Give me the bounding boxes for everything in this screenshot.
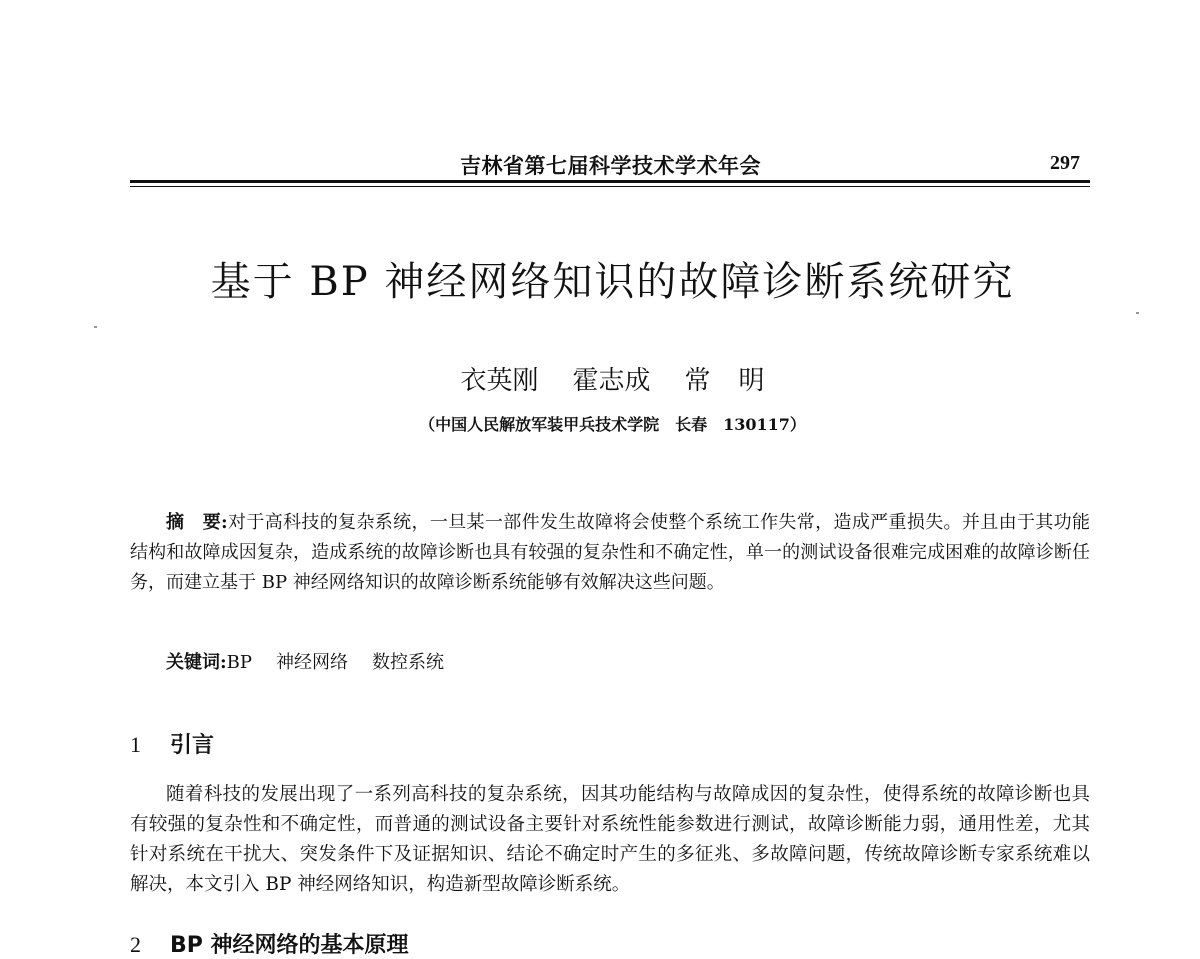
abstract-label: 摘 要: xyxy=(166,512,228,533)
keyword: 神经网络 xyxy=(276,652,348,673)
section-number: 1 xyxy=(130,732,141,757)
section-heading-2 xyxy=(130,928,409,959)
author-name: 霍志成 xyxy=(572,366,651,396)
section-title: 引言 xyxy=(170,733,215,758)
page-number: 297 xyxy=(1050,152,1080,174)
abstract xyxy=(130,508,1090,598)
header-rule-thick xyxy=(130,180,1090,183)
keywords-label: 关键词: xyxy=(166,652,227,673)
keyword: 数控系统 xyxy=(372,652,444,673)
affiliation: （中国人民解放军装甲兵技术学院 长春 130117） xyxy=(419,415,806,434)
abstract-text: 对于高科技的复杂系统，一旦某一部件发生故障将会使整个系统工作失常，造成严重损失。并且由于其功能结构和故障成因复杂，造成系统的故障诊断也具有较强的复杂性和不确定性，单一的测试设备很难完成困难的故障诊断任务，而建立基于 BP 神经网络知识的故障诊断系统能够有效解决这些问题。 xyxy=(130,512,1090,593)
header-rule-thin xyxy=(130,186,1090,187)
scan-speck xyxy=(1136,312,1139,314)
author-list xyxy=(0,360,1200,397)
keywords xyxy=(166,648,444,674)
section-body-1 xyxy=(130,780,1090,900)
keyword: BP xyxy=(226,652,252,673)
running-header xyxy=(130,150,1090,180)
section-heading-1 xyxy=(130,728,214,759)
author-name: 明 xyxy=(738,366,765,396)
body-paragraph: 随着科技的发展出现了一系列高科技的复杂系统，因其功能结构与故障成因的复杂性，使得系统的故障诊断也具有较强的复杂性和不确定性，而普通的测试设备主要针对系统性能参数进行测试，故障诊断能力弱，通用性差，尤其针对系统在干扰大、突发条件下及证据知识、结论不确定时产生的多征兆、多故障问题，传统故障诊断专家系统难以解决，本文引入 BP 神经网络知识，构造新型故障诊断系统。 xyxy=(130,784,1090,895)
author-name: 衣英刚 xyxy=(460,366,539,396)
author-name: 常 xyxy=(684,366,711,396)
journal-name: 吉林省第七届科学技术学术年会 xyxy=(460,153,761,178)
scan-speck xyxy=(94,326,97,328)
paper-title: 基于 BP 神经网络知识的故障诊断系统研究 xyxy=(210,259,1015,305)
section-title: BP 神经网络的基本原理 xyxy=(170,933,409,958)
section-number: 2 xyxy=(130,932,141,957)
